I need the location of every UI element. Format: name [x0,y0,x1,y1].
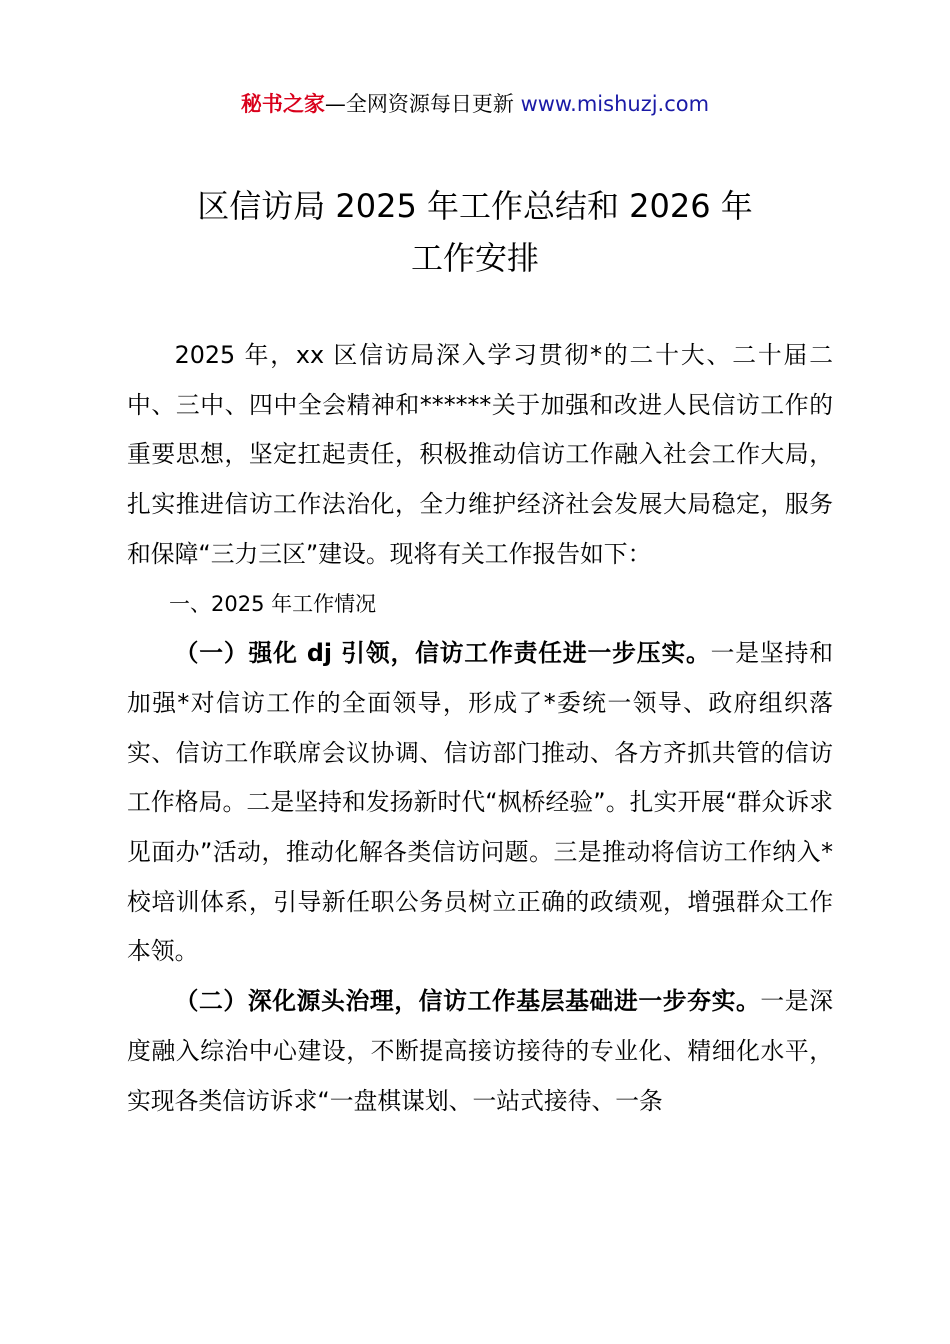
section-heading: 一、2025 年工作情况 [169,591,377,616]
paragraph-2 [127,977,833,1126]
document-title [0,180,950,284]
intro-paragraph: 2025 年，xx 区信访局深入学习贯彻*的二十大、二十届二中、三中、四中全会精神和******关于加强和改进人民信访工作的重要思想，坚定扛起责任，积极推动信访工作融入社会工作大局，扎实推进信访工作法治化，全力维护经济社会发展大局稳定，服务和保障“三力三区”建设。现将有关工作报告如下： [127,341,833,568]
document-body [127,331,833,1126]
brand-name: 秘书之家 [240,92,325,116]
header-tagline: —全网资源每日更新 [324,92,521,116]
website-link[interactable]: www.mishuzj.com [520,92,710,116]
paragraph-1-heading: （一）强化 dj 引领，信访工作责任进一步压实。 [174,639,711,668]
paragraph-2-heading: （二）深化源头治理，信访工作基层基础进一步夯实。 [174,987,761,1016]
title-line-2: 工作安排 [410,239,539,277]
page-header [0,88,950,120]
title-line-1: 区信访局 2025 年工作总结和 2026 年 [197,187,753,225]
paragraph-1 [127,629,833,977]
paragraph-1-body: 一是坚持和加强*对信访工作的全面领导，形成了*委统一领导、政府组织落实、信访工作联席会议协调、信访部门推动、各方齐抓共管的信访工作格局。二是坚持和发扬新时代“枫桥经验”。扎实开展“群众诉求见面办”活动，推动化解各类信访问题。三是推动将信访工作纳入*校培训体系，引导新任职公务员树立正确的政绩观，增强群众工作本领。 [127,639,833,966]
paragraph-2-body: 一是深度融入综治中心建设，不断提高接访接待的专业化、精细化水平，实现各类信访诉求“一盘棋谋划、一站式接待、一条 [127,987,834,1115]
